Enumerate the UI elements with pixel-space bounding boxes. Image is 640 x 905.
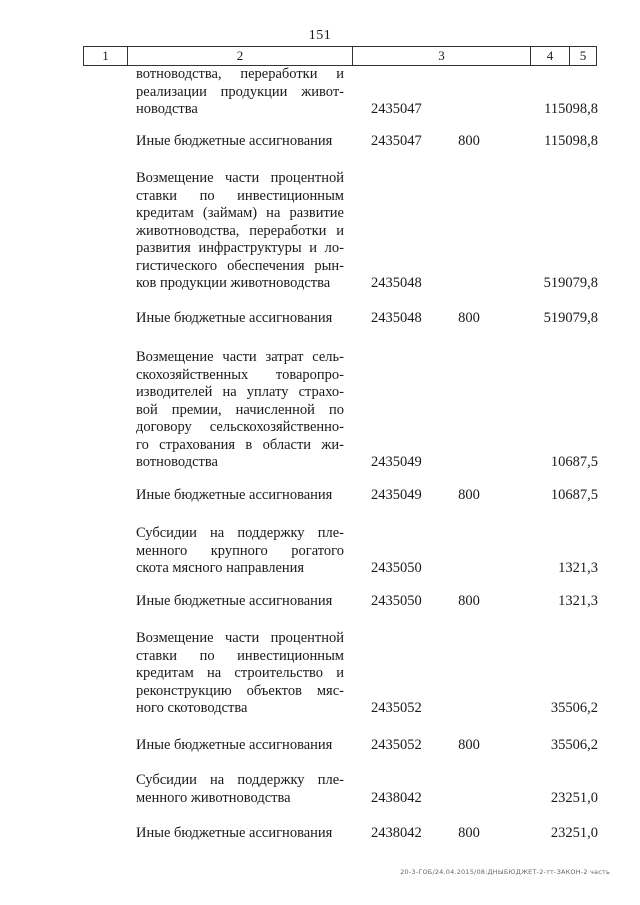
row-name-line: Иные бюджетные ассигнования bbox=[136, 487, 333, 503]
row-name-line: скохозяйственных товаропро- bbox=[136, 366, 344, 383]
row-name-line: Иные бюджетные ассигнования bbox=[136, 593, 333, 609]
row-name-line: вой премии, начисленной по bbox=[136, 401, 344, 418]
row-amount: 10687,5 bbox=[550, 454, 598, 470]
row-name-line: Иные бюджетные ассигнования bbox=[136, 310, 333, 326]
row-name bbox=[136, 349, 344, 472]
header-col-1: 1 bbox=[84, 47, 128, 65]
header-col-4: 4 bbox=[531, 47, 570, 65]
row-name-line: менного крупного рогатого bbox=[136, 542, 344, 559]
row-amount: 115098,8 bbox=[544, 133, 598, 149]
row-name bbox=[136, 487, 344, 505]
row-name-line: ков продукции животноводства bbox=[136, 275, 331, 291]
page-number: 151 bbox=[308, 28, 332, 43]
row-name-line: менного животноводства bbox=[136, 789, 291, 806]
row-code: 2435047 bbox=[371, 101, 422, 117]
row-code: 2435049 bbox=[371, 454, 422, 470]
row-code: 2435049 bbox=[371, 487, 422, 503]
row-code: 2435048 bbox=[371, 275, 422, 291]
row-code: 2435052 bbox=[371, 700, 422, 716]
row-amount: 1321,3 bbox=[558, 593, 598, 609]
row-name bbox=[136, 593, 344, 611]
row-amount: 1321,3 bbox=[558, 560, 598, 576]
row-name bbox=[136, 170, 344, 293]
row-name bbox=[136, 737, 344, 755]
row-name-line: кредитам (займам) на развитие bbox=[136, 205, 344, 221]
row-name-line: Иные бюджетные ассигнования bbox=[136, 133, 333, 149]
row-expense-type: 800 bbox=[458, 737, 480, 753]
row-name-line: животноводства, переработки и bbox=[136, 222, 344, 239]
row-name bbox=[136, 66, 344, 119]
row-amount: 115098,8 bbox=[544, 101, 598, 117]
row-name-line: Возмещение части затрат сель- bbox=[136, 349, 344, 365]
row-expense-type: 800 bbox=[458, 310, 480, 326]
row-code: 2435048 bbox=[371, 310, 422, 326]
row-name-line: изводителей на уплату страхо- bbox=[136, 384, 344, 400]
row-name-line: реализации продукции живот- bbox=[136, 83, 344, 100]
row-code: 2435052 bbox=[371, 737, 422, 753]
row-name bbox=[136, 630, 344, 718]
row-name-line: скота мясного направления bbox=[136, 560, 305, 576]
row-name-line: Возмещение части процентной bbox=[136, 630, 344, 646]
row-amount: 23251,0 bbox=[550, 825, 598, 841]
row-name bbox=[136, 525, 344, 578]
header-col-2: 2 bbox=[128, 47, 353, 65]
row-code: 2438042 bbox=[371, 825, 422, 841]
row-name-line: Иные бюджетные ассигнования bbox=[136, 737, 333, 753]
row-code: 2435047 bbox=[371, 133, 422, 149]
row-name-line: Субсидии на поддержку пле- bbox=[136, 525, 344, 541]
row-expense-type: 800 bbox=[458, 825, 480, 841]
row-expense-type: 800 bbox=[458, 593, 480, 609]
document-footer: 20-3-ГОБ/24.04.2015/08:ДНЫБЮДЖЕТ-2-тт-ЗАКОН-2 часть bbox=[400, 868, 610, 876]
row-name-line: кредитам на строительство и bbox=[136, 665, 344, 681]
row-name bbox=[136, 825, 344, 843]
row-name-line: новодства bbox=[136, 101, 198, 117]
table-header bbox=[83, 46, 597, 66]
row-amount: 519079,8 bbox=[543, 275, 598, 291]
row-expense-type: 800 bbox=[458, 133, 480, 149]
row-name bbox=[136, 772, 344, 807]
row-amount: 35506,2 bbox=[550, 737, 598, 753]
row-name-line: ставки по инвестиционным bbox=[136, 187, 344, 204]
row-amount: 35506,2 bbox=[550, 700, 598, 716]
row-name-line: Субсидии на поддержку пле- bbox=[136, 772, 344, 788]
row-name bbox=[136, 310, 344, 328]
row-name-line: развития инфраструктуры и ло- bbox=[136, 240, 344, 256]
row-code: 2438042 bbox=[371, 789, 422, 806]
row-amount: 519079,8 bbox=[543, 310, 598, 326]
row-expense-type: 800 bbox=[458, 487, 480, 503]
row-amount: 23251,0 bbox=[550, 789, 598, 806]
row-name-line: ставки по инвестиционным bbox=[136, 647, 344, 664]
header-col-5: 5 bbox=[579, 48, 587, 63]
row-name-line: реконструкцию объектов мяс- bbox=[136, 682, 344, 699]
row-name-line: Возмещение части процентной bbox=[136, 170, 344, 186]
row-code: 2435050 bbox=[371, 560, 422, 576]
row-name-line: вотноводства, переработки и bbox=[136, 66, 344, 82]
row-name bbox=[136, 133, 344, 151]
row-name-line: ного скотоводства bbox=[136, 700, 248, 716]
row-name-line: вотноводства bbox=[136, 454, 218, 470]
row-amount: 10687,5 bbox=[550, 487, 598, 503]
row-name-line: Иные бюджетные ассигнования bbox=[136, 825, 333, 841]
header-col-3: 3 bbox=[353, 47, 531, 65]
row-name-line: го страхования в области жи- bbox=[136, 436, 344, 453]
row-code: 2435050 bbox=[371, 593, 422, 609]
row-name-line: договору сельскохозяйственно- bbox=[136, 419, 344, 435]
row-name-line: гистического обеспечения рын- bbox=[136, 257, 344, 274]
